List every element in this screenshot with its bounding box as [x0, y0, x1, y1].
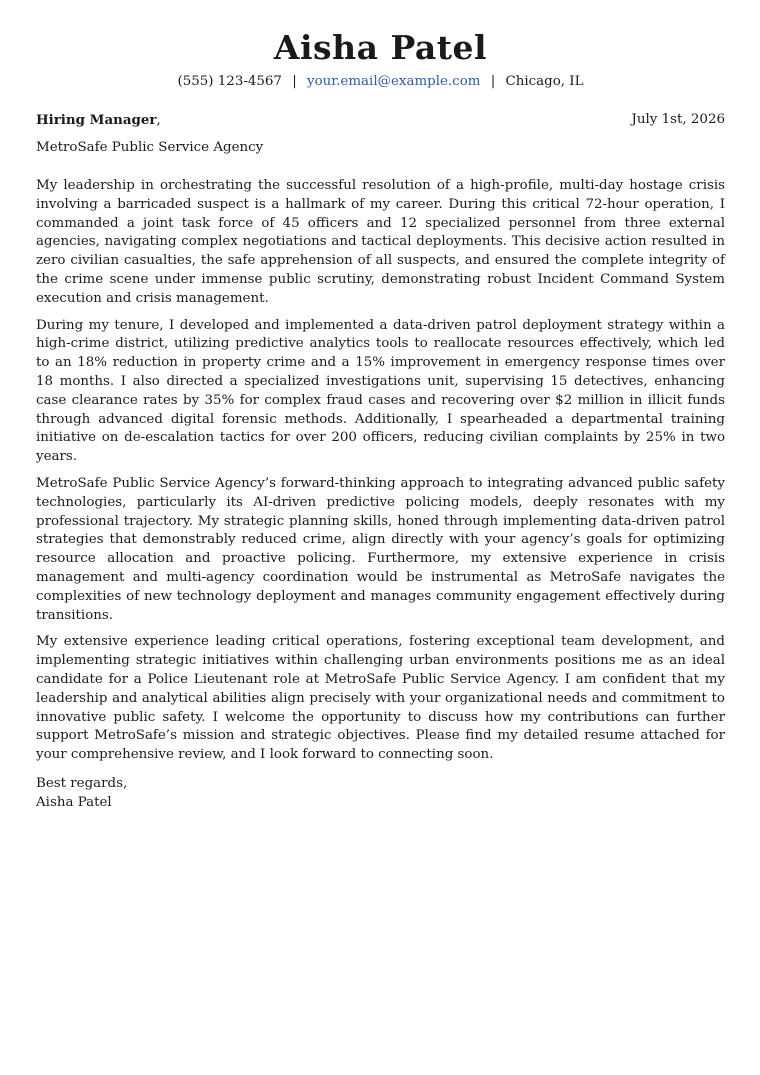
- separator: |: [292, 74, 297, 89]
- email-link[interactable]: your.email@example.com: [307, 74, 481, 89]
- location: Chicago, IL: [505, 74, 584, 89]
- recipient-greeting: [36, 111, 161, 130]
- recipient-name: Hiring Manager: [36, 112, 157, 128]
- body-paragraph: My extensive experience leading critical operations, fostering exceptional team development, and implementing strategic initiatives within challenging urban environments positions me as an ideal candidate for a Police Lieutenant role at MetroSafe Public Service Agency. I am confident that my leadership and analytical abilities align precisely with your organizational needs and commitment to innovative public safety. I welcome the opportunity to discuss how my contributions can further support MetroSafe’s mission and strategic objectives. Please find my detailed resume attached for your comprehensive review, and I look forward to connecting soon.: [36, 634, 725, 763]
- separator: |: [490, 74, 496, 89]
- letter-date: July 1st, 2026: [631, 112, 725, 127]
- applicant-name: Aisha Patel: [273, 28, 488, 67]
- closing-salutation: Best regards,: [36, 775, 128, 791]
- body-paragraph: My leadership in orchestrating the successful resolution of a high-profile, multi-day hostage crisis involving a barricaded suspect is a hallmark of my career. During this critical 72-hour operation, I commanded a joint task force of 45 officers and 12 specialized personnel from three external agencies, navigating complex negotiations and tactical deployments. This decisive action resulted in zero civilian casualties, the safe apprehension of all suspects, and ensured the complete integrity of the crime scene under immense public scrutiny, demonstrating robust Incident Command System execution and crisis management.: [36, 178, 725, 306]
- recipient-row: [36, 111, 725, 130]
- contact-line: [36, 73, 725, 91]
- body-paragraph: During my tenure, I developed and implemented a data-driven patrol deployment strategy within a high-crime district, utilizing predictive analytics tools to reallocate resources effectively, which led to an 18% reduction in property crime and a 15% improvement in emergency response times over 18 months. I also directed a specialized investigations unit, supervising 15 detectives, enhancing case clearance rates by 35% for complex fraud cases and recovering over $2 million in illicit funds through advanced digital forensic methods. Additionally, I spearheaded a departmental training initiative on de-escalation tactics for over 200 officers, reducing civilian complaints by 25% in two years.: [36, 317, 725, 465]
- recipient-company: MetroSafe Public Service Agency: [36, 140, 264, 155]
- recipient-name-suffix: ,: [156, 113, 161, 128]
- signature-name: Aisha Patel: [36, 794, 112, 810]
- letter-body: [36, 177, 725, 765]
- body-paragraph: MetroSafe Public Service Agency’s forward-thinking approach to integrating advanced public safety technologies, particularly its AI-driven predictive policing models, deeply resonates with my professional trajectory. My strategic planning skills, honed through implementing data-driven patrol strategies that demonstrably reduced crime, align directly with your agency’s goals for optimizing resource allocation and proactive policing. Furthermore, my extensive experience in crisis management and multi-agency coordination would be instrumental as MetroSafe navigates the complexities of new technology deployment and manages community engagement effectively during transitions.: [36, 475, 725, 623]
- phone-number: (555) 123-4567: [177, 74, 282, 89]
- cover-letter-page: [36, 28, 725, 813]
- letter-closing: [36, 775, 725, 813]
